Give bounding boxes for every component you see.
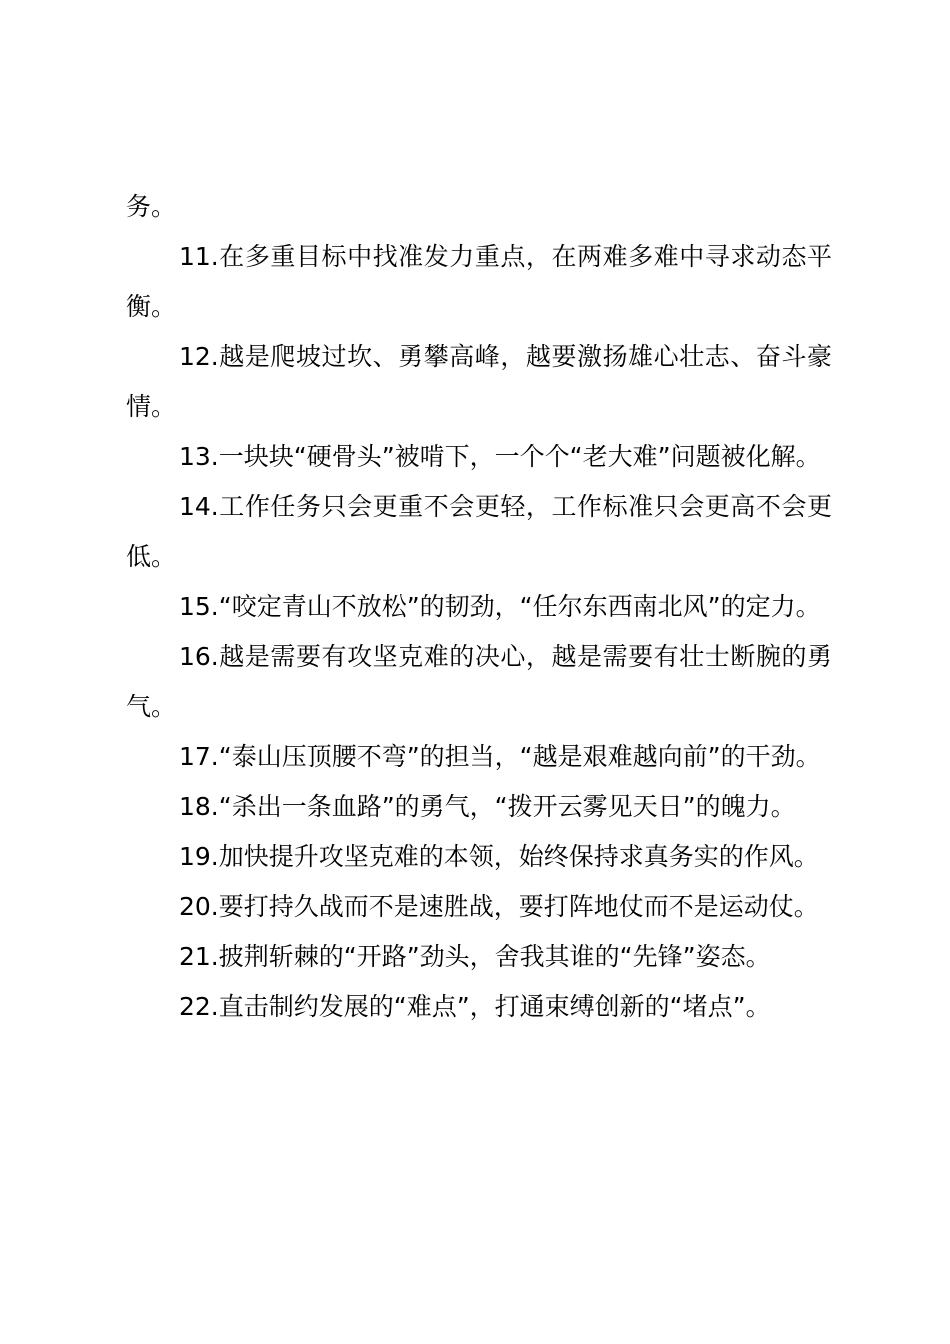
document-body	[126, 182, 832, 1032]
paragraph-19: 19.加快提升攻坚克难的本领，始终保持求真务实的作风。	[179, 842, 819, 871]
paragraph-21: 21.披荆斩棘的“开路”劲头，舍我其谁的“先锋”姿态。	[179, 942, 771, 971]
paragraph-17: 17.“泰山压顶腰不弯”的担当，“越是艰难越向前”的干劲。	[179, 742, 821, 771]
paragraph-15: 15.“咬定青山不放松”的韧劲，“任尔东西南北风”的定力。	[179, 592, 821, 621]
paragraph-14: 14.工作任务只会更重不会更轻，工作标准只会更高不会更低。	[126, 492, 832, 571]
paragraph-11: 11.在多重目标中找准发力重点，在两难多难中寻求动态平衡。	[126, 242, 832, 321]
paragraph-20: 20.要打持久战而不是速胜战，要打阵地仗而不是运动仗。	[179, 892, 819, 921]
paragraph-18: 18.“杀出一条血路”的勇气，“拨开云雾见天日”的魄力。	[179, 792, 796, 821]
paragraph-continuation: 务。	[126, 192, 177, 221]
paragraph-12: 12.越是爬坡过坎、勇攀高峰，越要激扬雄心壮志、奋斗豪情。	[126, 342, 832, 421]
paragraph-22: 22.直击制约发展的“难点”，打通束缚创新的“堵点”。	[179, 992, 771, 1021]
paragraph-13: 13.一块块“硬骨头”被啃下，一个个“老大难”问题被化解。	[179, 442, 821, 471]
paragraph-16: 16.越是需要有攻坚克难的决心，越是需要有壮士断腕的勇气。	[126, 642, 832, 721]
